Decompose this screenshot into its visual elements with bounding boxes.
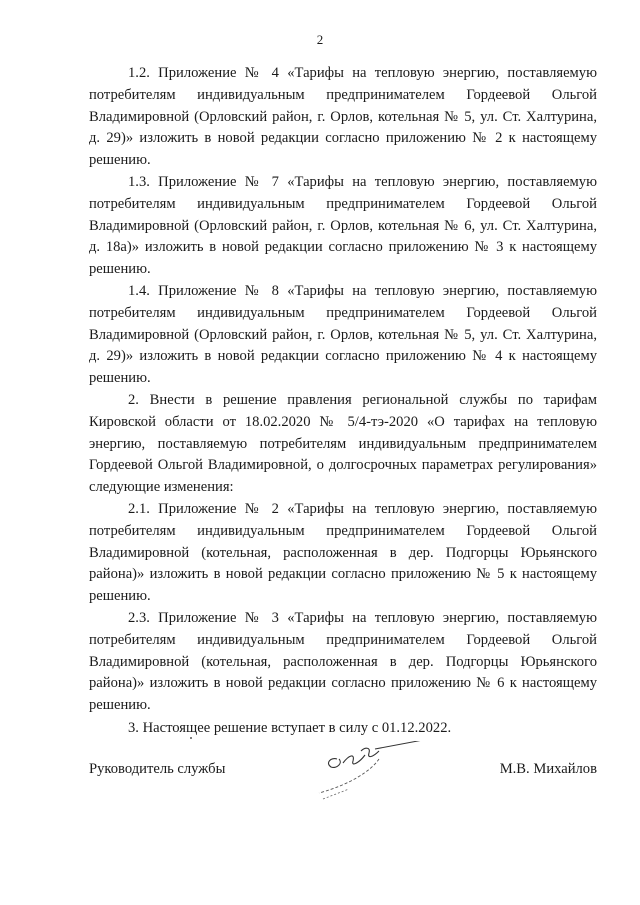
page-number: 2 [316, 32, 324, 47]
paragraph-1-3: 1.3. Приложение № 7 «Тарифы на тепловую энергию, поставляемую потребителям индивидуальным предпринимателем Гордеевой Ольгой Владимировной (Орловский район, г. Орлов, котельная № 6, ул. Ст. Халтурина, д. 18а)» изложить в новой редакции согласно приложению № 3 к настоящему решению. [89, 173, 597, 278]
paragraph-1-4: 1.4. Приложение № 8 «Тарифы на тепловую энергию, поставляемую потребителям индивидуальным предпринимателем Гордеевой Ольгой Владимировной (Орловский район, г. Орлов, котельная № 5, ул. Ст. Халтурина, д. 29)» изложить в новой редакции согласно приложению № 4 к настоящему решению. [89, 282, 597, 387]
position-title: Руководитель службы [89, 761, 226, 777]
decision-body [89, 63, 597, 740]
handwritten-signature-icon [309, 741, 449, 811]
paragraph-2-3: 2.3. Приложение № 3 «Тарифы на тепловую энергию, поставляемую потребителям индивидуальным предпринимателем Гордеевой Ольгой Владимировной (котельная, расположенная в дер. Подгорцы Юрьянского района)» изложить в новой редакции согласно приложению № 6 к настоящему решению. [89, 609, 597, 714]
paragraph-3: 3. Настоящее решение вступает в силу с 01.12.2022. [128, 719, 452, 736]
signature-block [89, 761, 597, 821]
paragraph-1-2: 1.2. Приложение № 4 «Тарифы на тепловую энергию, поставляемую потребителям индивидуальным предпринимателем Гордеевой Ольгой Владимировной (Орловский район, г. Орлов, котельная № 5, ул. Ст. Халтурина, д. 29)» изложить в новой редакции согласно приложению № 2 к настоящему решению. [89, 65, 597, 169]
signer-name: М.В. Михайлов [499, 761, 597, 777]
paragraph-2: 2. Внести в решение правления региональной службы по тарифам Кировской области от 18.02.2020 № 5/4-тэ-2020 «О тарифах на тепловую энергию, поставляемую потребителям индивидуальным предпринимателем Гордеевой Ольгой Владимировной, о долгосрочных параметрах регулирования» следующие изменения: [89, 391, 597, 496]
paragraph-2-1: 2.1. Приложение № 2 «Тарифы на тепловую энергию, поставляемую потребителям индивидуальным предпринимателем Гордеевой Ольгой Владимировной (котельная, расположенная в дер. Подгорцы Юрьянского района)» изложить в новой редакции согласно приложению № 5 к настоящему решению. [89, 500, 597, 605]
ink-dot [190, 737, 192, 739]
